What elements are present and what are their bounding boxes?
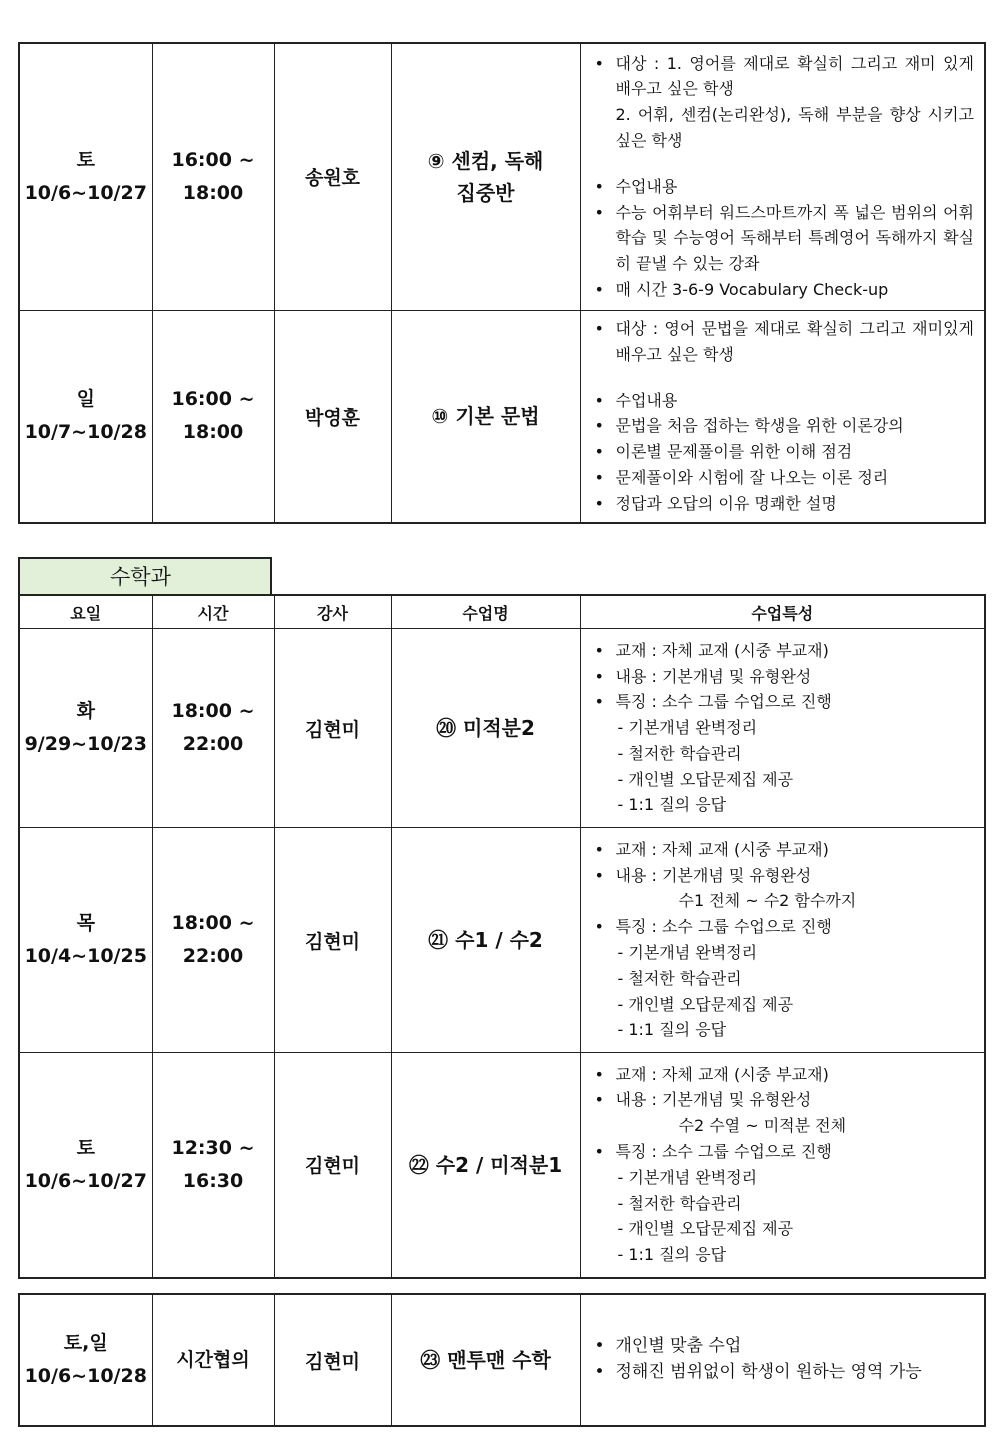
time-cell xyxy=(152,43,274,310)
day-cell xyxy=(19,1053,152,1278)
time-end: 22:00 xyxy=(182,733,244,755)
time-cell xyxy=(152,310,274,523)
list-item: - 기본개념 완벽정리 xyxy=(617,1167,758,1187)
table-row xyxy=(19,828,985,1053)
english-schedule-table xyxy=(18,42,986,524)
list-item: - 철저한 학습관리 xyxy=(617,743,742,763)
time-end: 22:00 xyxy=(182,945,244,967)
teacher-cell: 김현미 xyxy=(274,828,391,1053)
list-item: • 특징 : 소수 그룹 수업으로 진행 xyxy=(589,689,975,715)
course-description xyxy=(580,828,985,1053)
course-description xyxy=(580,629,985,828)
table-header-row xyxy=(19,595,985,629)
teacher-cell: 김현미 xyxy=(274,629,391,828)
header-day: 요일 xyxy=(19,595,152,629)
list-item: • 이론별 문제풀이를 위한 이해 점검 xyxy=(589,439,975,465)
list-item: • 문제풀이와 시험에 잘 나오는 이론 정리 xyxy=(589,465,975,491)
list-item: • 내용 : 기본개념 및 유형완성 xyxy=(589,863,975,889)
list-item: • 교재 : 자체 교재 (시중 부교재) xyxy=(589,837,975,863)
list-item: - 철저한 학습관리 xyxy=(617,1193,742,1213)
date-range: 10/6~10/27 xyxy=(24,181,147,204)
list-item: • 문법을 처음 접하는 학생을 위한 이론강의 xyxy=(589,413,975,439)
list-item: • 대상 : 1. 영어를 제대로 확실히 그리고 재미 있게 배우고 싶은 학생 xyxy=(589,51,975,103)
time-end: 18:00 xyxy=(182,181,244,204)
course-title: ⑩ 기본 문법 xyxy=(431,404,540,429)
header-course: 수업명 xyxy=(391,595,580,629)
course-cell: ⑳ 미적분2 xyxy=(391,629,580,828)
table-row xyxy=(19,1053,985,1278)
list-item: 수2 수열 ~ 미적분 전체 xyxy=(678,1116,847,1136)
date-range: 10/6~10/28 xyxy=(24,1365,147,1387)
time-cell xyxy=(152,629,274,828)
english-schedule-body xyxy=(19,43,985,523)
time-start: 16:00 ~ xyxy=(171,388,255,411)
header-teacher: 강사 xyxy=(274,595,391,629)
day-label: 일 xyxy=(76,388,95,411)
date-range: 9/29~10/23 xyxy=(24,733,147,755)
table-row xyxy=(19,43,985,310)
day-cell xyxy=(19,1294,152,1426)
list-item: • 특징 : 소수 그룹 수업으로 진행 xyxy=(589,1139,975,1165)
course-description xyxy=(580,43,985,310)
course-cell: ㉒ 수2 / 미적분1 xyxy=(391,1053,580,1278)
list-item: • 교재 : 자체 교재 (시중 부교재) xyxy=(589,1062,975,1088)
list-item: • 내용 : 기본개념 및 유형완성 xyxy=(589,664,975,690)
course-description xyxy=(580,310,985,523)
list-item: • 수능 어휘부터 워드스마트까지 폭 넓은 범위의 어휘학습 및 수능영어 독해부터 특례영어 독해까지 확실히 끝낼 수 있는 강좌 xyxy=(589,200,975,277)
day-cell xyxy=(19,310,152,523)
math-schedule-table xyxy=(18,594,986,1279)
list-item: • 수업내용 xyxy=(589,174,975,200)
day-label: 목 xyxy=(76,912,95,934)
time-end: 16:30 xyxy=(182,1169,244,1192)
time-cell: 시간협의 xyxy=(152,1294,274,1426)
description-list xyxy=(589,51,975,303)
table-row xyxy=(19,629,985,828)
description-list xyxy=(589,837,975,1043)
day-cell xyxy=(19,629,152,828)
list-item: - 개인별 오답문제집 제공 xyxy=(617,994,794,1014)
list-item: • 정해진 범위없이 학생이 원하는 영역 가능 xyxy=(589,1360,975,1386)
description-list xyxy=(589,1062,975,1268)
course-title-line2: 집중반 xyxy=(456,180,515,205)
list-item: • 매 시간 3-6-9 Vocabulary Check-up xyxy=(589,277,975,303)
header-time: 시간 xyxy=(152,595,274,629)
man-to-man-table xyxy=(18,1293,986,1427)
time-start: 16:00 ~ xyxy=(171,148,255,171)
list-item: 수1 전체 ~ 수2 함수까지 xyxy=(678,891,857,911)
list-item: • 내용 : 기본개념 및 유형완성 xyxy=(589,1087,975,1113)
list-item: • 수업내용 xyxy=(589,388,975,414)
list-item: - 1:1 질의 응답 xyxy=(617,1020,727,1040)
list-spacer xyxy=(589,368,975,388)
course-cell xyxy=(391,310,580,523)
table-row xyxy=(19,310,985,523)
day-label: 토 xyxy=(76,148,95,171)
list-spacer xyxy=(589,154,975,174)
list-item: • 특징 : 소수 그룹 수업으로 진행 xyxy=(589,914,975,940)
header-features: 수업특성 xyxy=(580,595,985,629)
list-item: • 대상 : 영어 문법을 제대로 확실히 그리고 재미있게 배우고 싶은 학생 xyxy=(589,316,975,368)
time-end: 18:00 xyxy=(182,421,244,444)
description-list xyxy=(589,316,975,517)
day-label: 토 xyxy=(76,1136,95,1159)
time-start: 18:00 ~ xyxy=(171,700,255,722)
math-section-title: 수학과 xyxy=(18,557,272,594)
teacher-cell: 김현미 xyxy=(274,1053,391,1278)
time-start: 18:00 ~ xyxy=(171,912,255,934)
date-range: 10/6~10/27 xyxy=(24,1169,147,1192)
course-description xyxy=(580,1053,985,1278)
date-range: 10/7~10/28 xyxy=(24,421,147,444)
time-cell xyxy=(152,828,274,1053)
day-label: 토,일 xyxy=(63,1332,108,1354)
table-row xyxy=(19,1294,985,1426)
description-list xyxy=(589,1334,975,1386)
time-cell xyxy=(152,1053,274,1278)
course-cell: ㉑ 수1 / 수2 xyxy=(391,828,580,1053)
list-item: - 기본개념 완벽정리 xyxy=(617,943,758,962)
list-item: - 1:1 질의 응답 xyxy=(617,1245,727,1265)
date-range: 10/4~10/25 xyxy=(24,945,147,967)
teacher-cell: 송원호 xyxy=(274,43,391,310)
list-item: - 철저한 학습관리 xyxy=(617,968,742,988)
description-list xyxy=(589,638,975,819)
list-item: 2. 어휘, 센컴(논리완성), 독해 부분을 향상 시키고 싶은 학생 xyxy=(615,105,974,151)
list-item: - 개인별 오답문제집 제공 xyxy=(617,769,794,789)
course-title: ⑨ 센컴, 독해 xyxy=(427,148,544,173)
list-item: • 교재 : 자체 교재 (시중 부교재) xyxy=(589,638,975,664)
day-label: 화 xyxy=(76,700,95,722)
time-start: 12:30 ~ xyxy=(171,1136,255,1159)
day-cell xyxy=(19,828,152,1053)
list-item: • 정답과 오답의 이유 명쾌한 설명 xyxy=(589,491,975,517)
course-cell: ㉓ 맨투맨 수학 xyxy=(391,1294,580,1426)
course-cell xyxy=(391,43,580,310)
teacher-cell: 박영훈 xyxy=(274,310,391,523)
list-item: - 1:1 질의 응답 xyxy=(617,795,727,815)
list-item: - 기본개념 완벽정리 xyxy=(617,718,758,738)
day-cell xyxy=(19,43,152,310)
list-item: - 개인별 오답문제집 제공 xyxy=(617,1219,794,1239)
teacher-cell: 김현미 xyxy=(274,1294,391,1426)
course-description xyxy=(580,1294,985,1426)
list-item: • 개인별 맞춤 수업 xyxy=(589,1334,975,1360)
